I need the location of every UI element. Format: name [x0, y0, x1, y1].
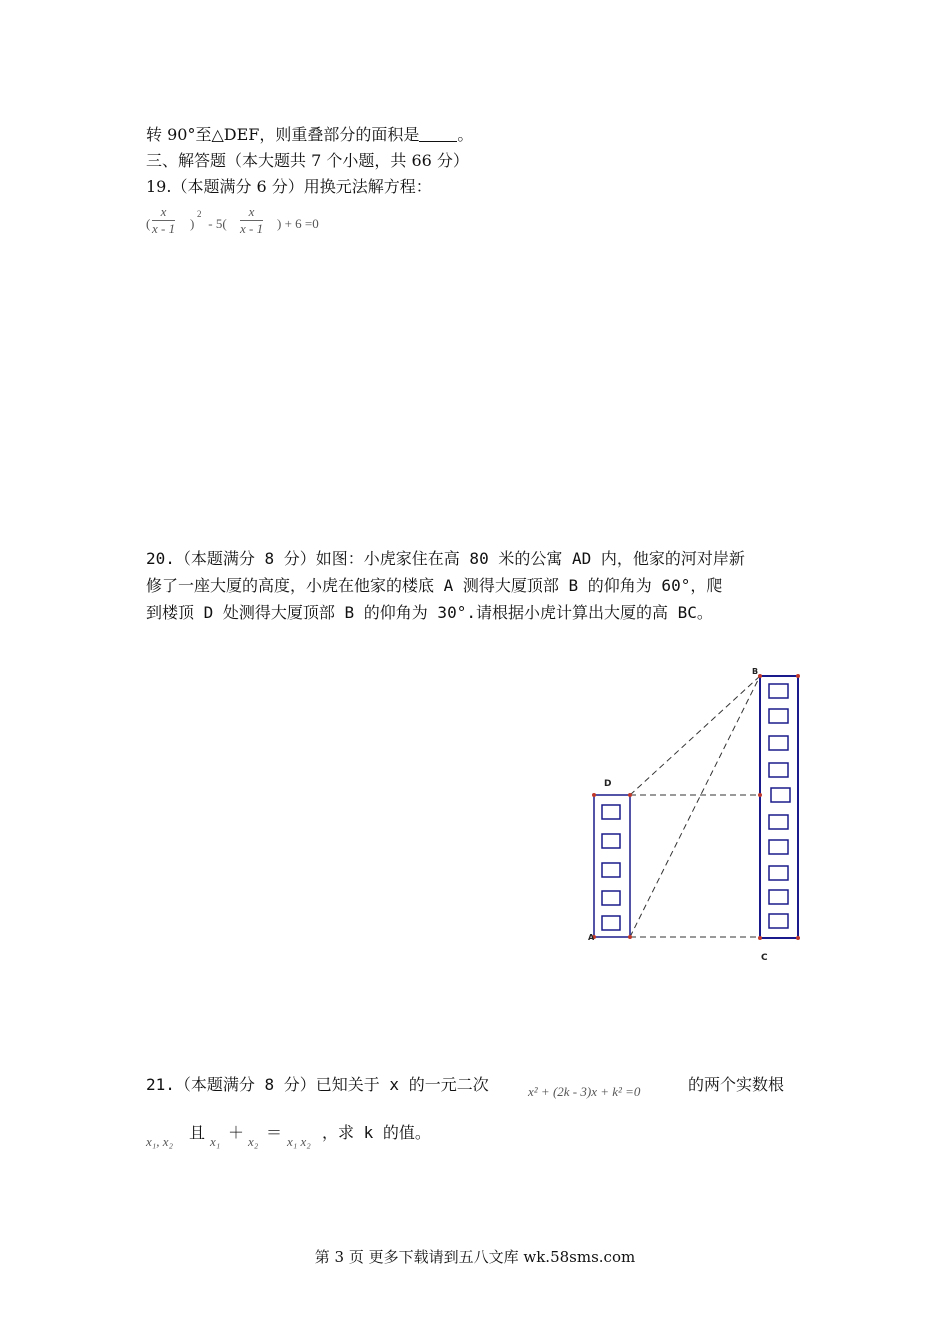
q21-root-1: x₁ — [210, 1134, 221, 1149]
label-a: A — [588, 933, 595, 942]
tall-building-bc — [760, 676, 798, 938]
label-b: B — [752, 667, 759, 676]
label-d: D — [604, 779, 612, 789]
eq-lparen: ( — [146, 216, 151, 231]
frac1-den: x - 1 — [152, 221, 176, 236]
line1-text: 转 90°至△DEF，则重叠部分的面积是 — [146, 125, 420, 144]
text-line-1 — [146, 124, 473, 146]
q21-product: x₁ x₂ — [287, 1134, 311, 1149]
eq-middle: - 5( — [205, 216, 227, 231]
eq-rparen: ) — [190, 216, 195, 231]
q21-after-equation: 的两个实数根 — [688, 1075, 785, 1094]
question-19-title: 19.（本题满分 6 分）用换元法解方程： — [146, 177, 432, 196]
label-c: C — [761, 953, 768, 962]
q21-root-2: x₂ — [248, 1134, 259, 1149]
q21-equals: ＝ — [266, 1123, 283, 1142]
q21-equation: x² + (2k - 3)x + k² =0 — [528, 1084, 641, 1099]
q21-roots: x₁, x₂ — [146, 1134, 174, 1149]
frac2-den: x - 1 — [240, 221, 264, 236]
question-20-line-1: 20.（本题满分 8 分）如图：小虎家住在高 80 米的公寓 AD 内，他家的河对岸新 — [146, 549, 745, 568]
frac2-num: x — [248, 204, 255, 219]
q21-tail: ，求 k 的值。 — [322, 1123, 431, 1142]
building-figure — [586, 662, 816, 962]
answer-blank — [419, 125, 457, 142]
question-20-line-3: 到楼顶 D 处测得大厦顶部 B 的仰角为 30°.请根据小虎计算出大厦的高 BC。 — [146, 603, 713, 622]
eq-fraction-2 — [240, 204, 263, 237]
sight-lines — [630, 676, 760, 937]
q21-plus: ＋ — [228, 1123, 245, 1142]
apartment-building-ad — [594, 795, 630, 937]
frac1-num: x — [160, 204, 167, 219]
question-21-line-1 — [146, 1074, 489, 1096]
page-footer: 第 3 页 更多下载请到五八文库 wk.58sms.com — [314, 1248, 636, 1266]
eq-fraction-1 — [152, 204, 175, 237]
section-heading: 三、解答题（本大题共 7 个小题，共 66 分） — [146, 151, 469, 170]
q21-and: 且 — [189, 1123, 206, 1142]
eq-tail: ) + 6 =0 — [277, 216, 319, 231]
question-20-line-2: 修了一座大厦的高度，小虎在他家的楼底 A 测得大厦顶部 B 的仰角为 60°，爬 — [146, 576, 723, 595]
line1-end: 。 — [457, 125, 474, 144]
eq-exponent: 2 — [197, 209, 202, 219]
q21-intro: 21.（本题满分 8 分）已知关于 x 的一元二次 — [146, 1075, 489, 1094]
